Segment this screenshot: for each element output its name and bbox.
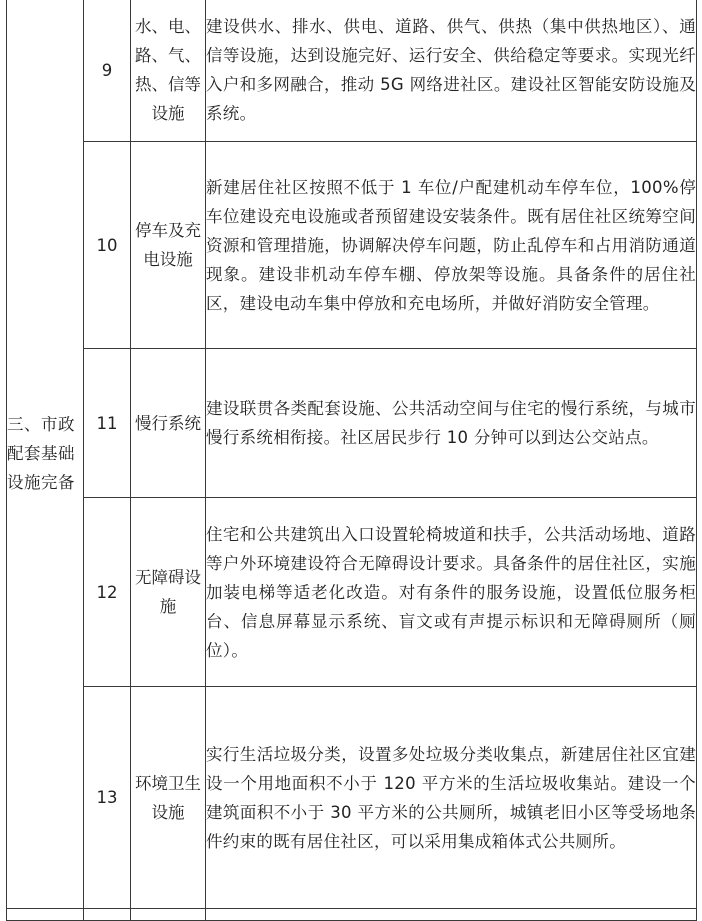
cut-cell	[84, 909, 131, 921]
cut-cell	[7, 909, 84, 921]
cut-cell	[206, 909, 697, 921]
category-cell	[7, 0, 84, 909]
table-row	[7, 687, 697, 909]
facility-name: 慢行系统	[131, 349, 206, 498]
row-number: 12	[84, 498, 131, 687]
row-number: 11	[84, 349, 131, 498]
row-number: 13	[84, 687, 131, 909]
category-label: 三、市政配套基础设施完备	[7, 415, 75, 492]
requirement-text: 建设供水、排水、供电、道路、供气、供热（集中供热地区）、通信等设施，达到设施完好、运行安全、供给稳定等要求。实现光纤入户和多网融合，推动 5G 网络进社区。建设社区智能安防设施及系统。	[206, 0, 697, 142]
facility-name: 水、电、路、气、热、信等设施	[131, 0, 206, 142]
table-row	[7, 498, 697, 687]
row-number: 9	[84, 0, 131, 142]
requirement-text: 建设联贯各类配套设施、公共活动空间与住宅的慢行系统，与城市慢行系统相衔接。社区居民步行 10 分钟可以到达公交站点。	[206, 349, 697, 498]
requirement-text: 实行生活垃圾分类，设置多处垃圾分类收集点，新建居住社区宜建设一个用地面积不小于 120 平方米的生活垃圾收集站。建设一个建筑面积不小于 30 平方米的公共厕所，城镇老旧小区等受场地条件约束的既有居住社区，可以采用集成箱体式公共厕所。	[206, 687, 697, 909]
facility-name: 停车及充电设施	[131, 142, 206, 349]
table-row-partial	[7, 909, 697, 921]
table-row	[7, 142, 697, 349]
facility-name: 环境卫生设施	[131, 687, 206, 909]
facility-name: 无障碍设施	[131, 498, 206, 687]
row-number: 10	[84, 142, 131, 349]
requirement-text: 住宅和公共建筑出入口设置轮椅坡道和扶手，公共活动场地、道路等户外环境建设符合无障碍设计要求。具备条件的居住社区，实施加装电梯等适老化改造。对有条件的服务设施，设置低位服务柜台、信息屏幕显示系统、盲文或有声提示标识和无障碍厕所（厕位）。	[206, 498, 697, 687]
table-row	[7, 0, 697, 142]
standards-table	[6, 0, 697, 921]
cut-cell	[131, 909, 206, 921]
table-row	[7, 349, 697, 498]
requirement-text: 新建居住社区按照不低于 1 车位/户配建机动车停车位，100%停车位建设充电设施或者预留建设安装条件。既有居住社区统筹空间资源和管理措施，协调解决停车问题，防止乱停车和占用消防通道现象。建设非机动车停车棚、停放架等设施。具备条件的居住社区，建设电动车集中停放和充电场所，并做好消防安全管理。	[206, 142, 697, 349]
